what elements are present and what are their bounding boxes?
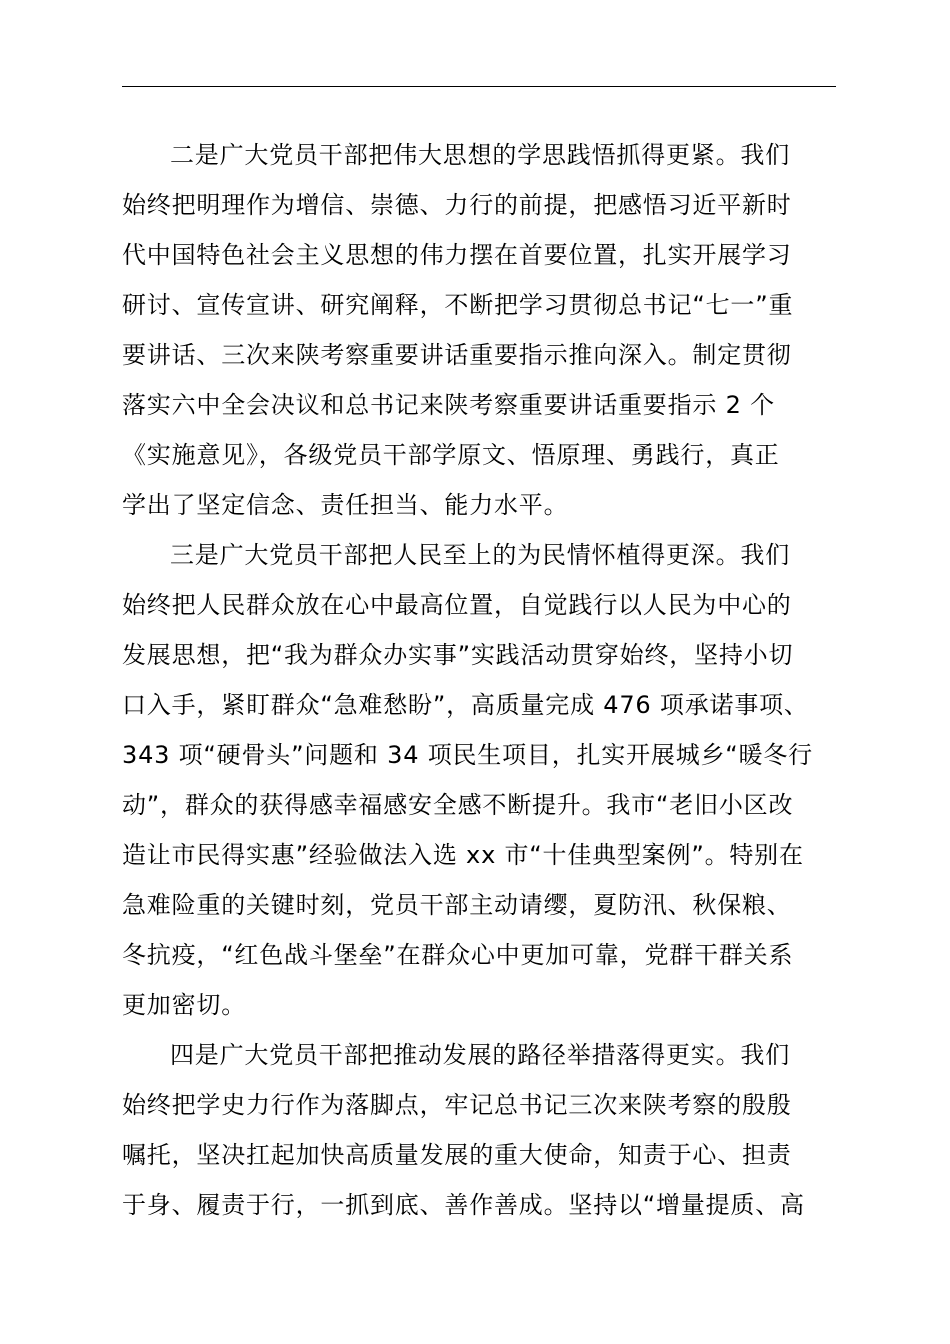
paragraph-4: 四是广大党员干部把推动发展的路径举措落得更实。我们 始终把学史力行作为落脚点，牢记总书记三次来陕考察的殷殷 嘱托，坚决扛起加快高质量发展的重大使命，知责于心、担责 于身、履责于行，一抓到底、善作善成。坚持以“增量提质、高 bbox=[122, 1041, 805, 1219]
header-rule bbox=[122, 86, 836, 87]
document-body bbox=[122, 130, 836, 1230]
paragraph-2: 二是广大党员干部把伟大思想的学思践悟抓得更紧。我们 始终把明理作为增信、崇德、力行的前提，把感悟习近平新时 代中国特色社会主义思想的伟力摆在首要位置，扎实开展学习 研讨、宣传宣讲、研究阐释，不断把学习贯彻总书记“七一”重 要讲话、三次来陕考察重要讲话重要指示推向深入。制定贯彻 落实六中全会决议和总书记来陕考察重要讲话重要指示 2 个 《实施意见》，各级党员干部学原文、悟原理、勇践行，真正 学出了坚定信念、责任担当、能力水平。 bbox=[122, 141, 794, 519]
paragraph-3: 三是广大党员干部把人民至上的为民情怀植得更深。我们 始终把人民群众放在心中最高位置，自觉践行以人民为中心的 发展思想，把“我为群众办实事”实践活动贯穿始终，坚持小切 口入手，紧盯群众“急难愁盼”，高质量完成 476 项承诺事项、 343 项“硬骨头”问题和 34 项民生项目，扎实开展城乡“暖冬行 动”，群众的获得感幸福感安全感不断提升。我市“老旧小区改 造让市民得实惠”经验做法入选 xx 市“十佳典型案例”。特别在 急难险重的关键时刻，党员干部主动请缨，夏防汛、秋保粮、 冬抗疫，“红色战斗堡垒”在群众心中更加可靠，党群干群关系 更加密切。 bbox=[122, 541, 813, 1019]
